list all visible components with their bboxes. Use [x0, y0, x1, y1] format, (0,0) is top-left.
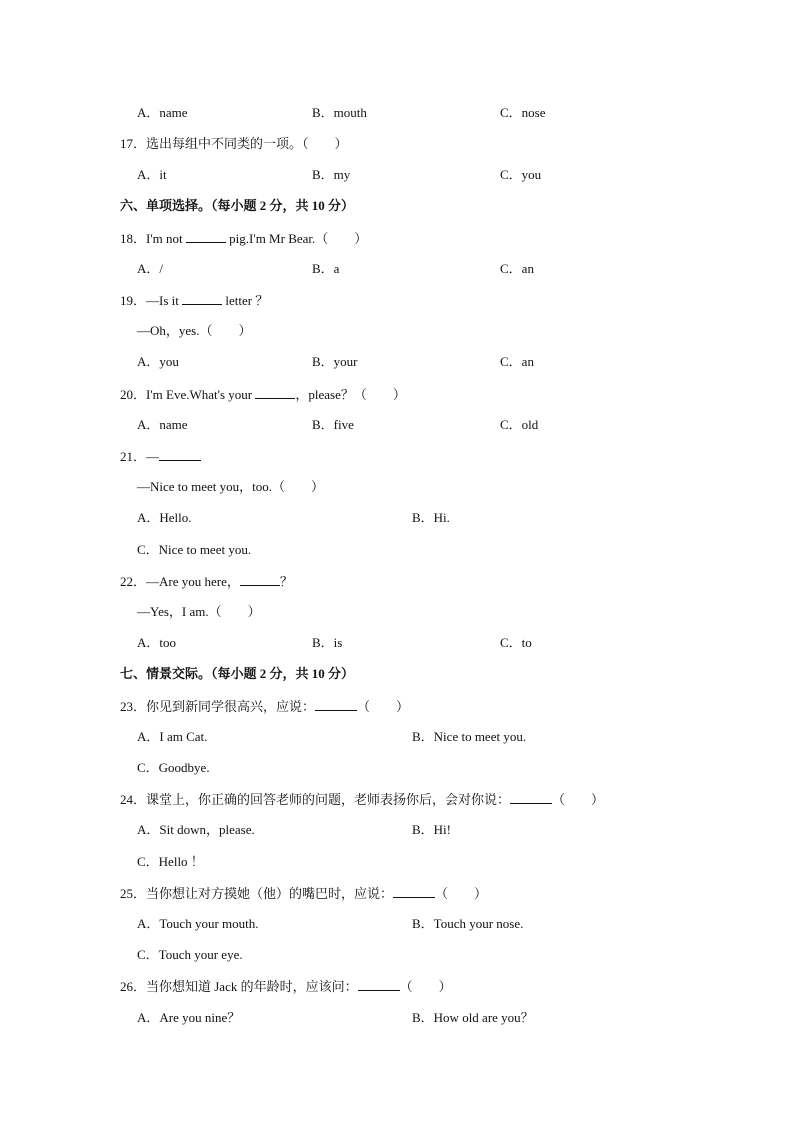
q17-stem: 17．选出每组中不同类的一项。（ ） — [120, 136, 348, 151]
answer-blank[interactable] — [358, 978, 400, 991]
option-label: B．my — [312, 167, 351, 182]
q19-stem-post: letter ？ — [222, 293, 269, 308]
q20-option-a[interactable] — [137, 417, 188, 433]
q19-option-a[interactable] — [137, 354, 179, 370]
option-label: B．Hi. — [412, 510, 450, 525]
option-label: C．Touch your eye. — [137, 947, 243, 962]
q20-stem — [120, 386, 406, 403]
q25-stem-post: （ ） — [435, 886, 488, 901]
q16-option-c[interactable] — [500, 105, 546, 121]
q18-option-c[interactable] — [500, 261, 534, 277]
option-label: A．Sit down，please. — [137, 822, 255, 837]
q20-option-c[interactable] — [500, 417, 538, 433]
q20-option-b[interactable] — [312, 417, 354, 433]
option-label: B．your — [312, 354, 358, 369]
q23-stem-post: （ ） — [357, 699, 410, 714]
option-label: A．Are you nine？ — [137, 1010, 241, 1025]
option-label: A．name — [137, 417, 188, 432]
option-label: B．is — [312, 635, 343, 650]
q25-stem-pre: 25．当你想让对方摸她（他）的嘴巴时，应说： — [120, 886, 394, 901]
q18-stem — [120, 230, 367, 247]
q22-option-b[interactable] — [312, 635, 342, 651]
answer-blank[interactable] — [510, 791, 552, 804]
option-label: B．How old are you？ — [412, 1010, 534, 1025]
q21-stem-pre: 21．— — [120, 449, 160, 464]
q22-stem-pre: 22．—Are you here， — [120, 574, 240, 589]
q18-option-a[interactable] — [137, 261, 163, 277]
answer-blank[interactable] — [186, 230, 226, 243]
option-label: A．/ — [137, 261, 164, 276]
section-6-title: 六、单项选择。（每小题 2 分，共 10 分） — [120, 198, 355, 213]
option-label: A．it — [137, 167, 167, 182]
option-label: B．Touch your nose. — [412, 916, 524, 931]
q23-stem — [120, 698, 409, 715]
answer-blank[interactable] — [159, 448, 201, 461]
q26-stem-post: （ ） — [399, 979, 452, 994]
option-label: C．Goodbye. — [137, 760, 210, 775]
option-label: C．nose — [500, 105, 546, 120]
option-label: B．Nice to meet you. — [412, 729, 527, 744]
q24-stem — [120, 791, 604, 808]
q19-reply: —Oh，yes.（ ） — [137, 323, 252, 338]
option-label: C．Nice to meet you. — [137, 542, 252, 557]
q23-option-b[interactable] — [412, 729, 526, 745]
q26-option-b[interactable] — [412, 1010, 534, 1026]
q24-option-c[interactable] — [137, 854, 204, 870]
q16-option-b[interactable] — [312, 105, 367, 121]
q26-stem — [120, 978, 452, 995]
option-label: A．you — [137, 354, 179, 369]
q19-stem-pre: 19．—Is it — [120, 293, 183, 308]
option-label: A．Hello. — [137, 510, 192, 525]
q21-stem — [120, 448, 201, 465]
option-label: C．an — [500, 261, 534, 276]
answer-blank[interactable] — [315, 698, 357, 711]
option-label: B．a — [312, 261, 340, 276]
option-label: B．five — [312, 417, 354, 432]
q22-stem-post: ？ — [279, 574, 293, 589]
option-label: B．mouth — [312, 105, 367, 120]
option-label: C．old — [500, 417, 539, 432]
q16-option-a[interactable] — [137, 105, 188, 121]
q22-stem — [120, 573, 293, 590]
q18-option-b[interactable] — [312, 261, 339, 277]
q26-stem-pre: 26．当你想知道 Jack 的年龄时，应该问： — [120, 979, 358, 994]
option-label: A．too — [137, 635, 177, 650]
q25-option-c[interactable] — [137, 947, 243, 963]
q22-option-c[interactable] — [500, 635, 532, 651]
q17-option-b[interactable] — [312, 167, 350, 183]
q26-option-a[interactable] — [137, 1010, 240, 1026]
option-label: A．Touch your mouth. — [137, 916, 259, 931]
option-label: C．an — [500, 354, 534, 369]
q21-option-a[interactable] — [137, 510, 192, 526]
q25-stem — [120, 885, 487, 902]
answer-blank[interactable] — [393, 885, 435, 898]
q24-stem-post: （ ） — [552, 792, 605, 807]
q20-stem-pre: 20．I'm Eve.What's your — [120, 387, 256, 402]
option-label: C．you — [500, 167, 542, 182]
q25-option-b[interactable] — [412, 916, 523, 932]
section-7-title: 七、情景交际。（每小题 2 分，共 10 分） — [120, 666, 355, 681]
option-label: A．I am Cat. — [137, 729, 208, 744]
q19-option-c[interactable] — [500, 354, 534, 370]
q23-stem-pre: 23．你见到新同学很高兴，应说： — [120, 699, 316, 714]
q17-option-c[interactable] — [500, 167, 541, 183]
q21-option-c[interactable] — [137, 542, 251, 558]
option-label: C．Hello ！ — [137, 854, 204, 869]
q23-option-a[interactable] — [137, 729, 207, 745]
q25-option-a[interactable] — [137, 916, 259, 932]
option-label: B．Hi! — [412, 822, 452, 837]
q22-option-a[interactable] — [137, 635, 176, 651]
q19-option-b[interactable] — [312, 354, 358, 370]
q19-stem — [120, 292, 268, 309]
answer-blank[interactable] — [240, 573, 280, 586]
q22-reply: —Yes，I am.（ ） — [137, 604, 261, 619]
answer-blank[interactable] — [255, 386, 295, 399]
q17-option-a[interactable] — [137, 167, 167, 183]
q24-option-a[interactable] — [137, 822, 255, 838]
q21-reply: —Nice to meet you，too.（ ） — [137, 479, 325, 494]
option-label: C．to — [500, 635, 532, 650]
option-label: A．name — [137, 105, 188, 120]
q24-stem-pre: 24．课堂上，你正确的回答老师的问题，老师表扬你后，会对你说： — [120, 792, 511, 807]
q20-stem-post: ，please？（ ） — [295, 387, 406, 402]
q24-option-b[interactable] — [412, 822, 451, 838]
answer-blank[interactable] — [182, 292, 222, 305]
q21-option-b[interactable] — [412, 510, 450, 526]
q18-stem-post: pig.I'm Mr Bear.（ ） — [225, 231, 368, 246]
q18-stem-pre: 18．I'm not — [120, 231, 186, 246]
q23-option-c[interactable] — [137, 760, 210, 776]
